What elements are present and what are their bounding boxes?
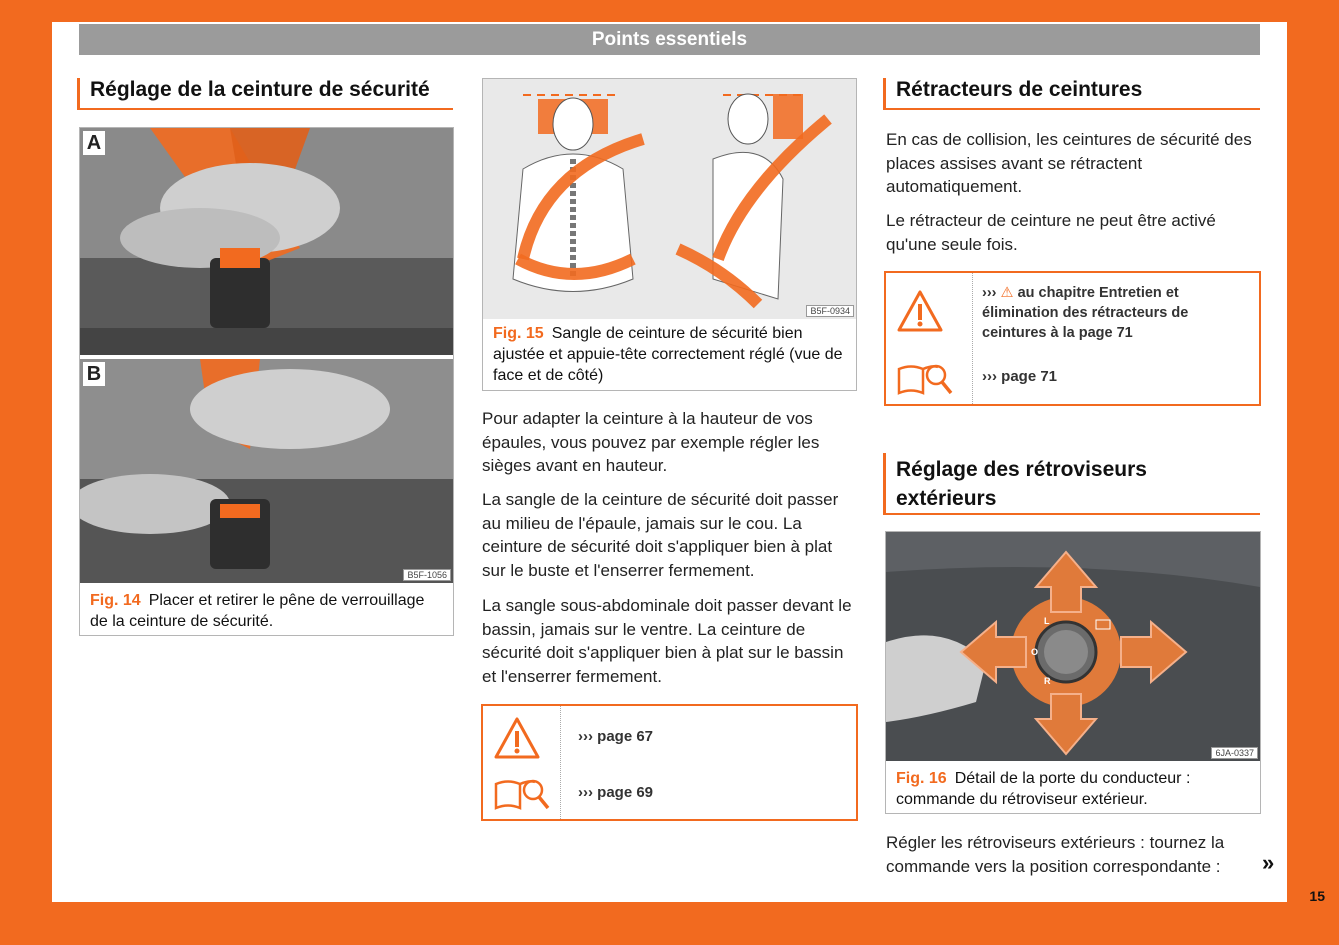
caption-text: Placer et retirer le pêne de verrouillage de la ceinture de sécurité.	[90, 592, 425, 630]
figure-14-caption	[90, 590, 446, 632]
ref-arrows: ›››	[982, 285, 997, 301]
paragraph-lap-strap: La sangle sous-abdominale doit passer devant le bassin, jamais sur le ventre. La ceinture de sécurité doit s'appliquer bien à plat sur le bassin et l'enserrer fermement.	[482, 596, 852, 686]
heading-mirrors	[883, 453, 1260, 515]
book-search-icon	[493, 776, 551, 812]
paragraph-height-adjust: Pour adapter la ceinture à la hauteur de vos épaules, vous pouvez par exemple régler les sièges avant en hauteur.	[482, 409, 820, 475]
heading-retractors	[883, 78, 1260, 110]
caption-text: Sangle de ceinture de sécurité bien ajustée et appuie-tête correctement réglé (vue de face et de côté)	[493, 325, 843, 384]
small-warning-icon: ⚠	[1000, 285, 1014, 301]
page-number: 15	[1309, 888, 1325, 904]
reference-box-col2	[481, 704, 858, 821]
reference-box-col3	[884, 271, 1261, 406]
reference-divider	[560, 706, 561, 819]
continue-arrow-icon: »	[1262, 850, 1275, 875]
warning-chapter-ref[interactable]	[982, 283, 1254, 343]
ref-text: au chapitre Entretien et élimination des rétracteurs de ceintures à la page 71	[982, 285, 1189, 341]
figure-14	[79, 127, 454, 636]
knob-label-o: O	[1031, 647, 1039, 657]
posture-illustration	[483, 79, 856, 319]
caption-text: Détail de la porte du conducteur : commande du rétroviseur extérieur.	[896, 770, 1191, 808]
paragraph-single-activation: Le rétracteur de ceinture ne peut être activé qu'une seule fois.	[886, 211, 1216, 254]
panel-a-label: A	[83, 131, 105, 155]
warning-page-ref[interactable]: ››› page 67	[578, 728, 654, 745]
belt-buckle-photo-a	[80, 128, 453, 355]
warning-icon	[493, 716, 541, 760]
book-search-icon	[896, 361, 954, 397]
figure-15-caption	[493, 323, 849, 386]
figure-code: 6JA-0337	[1211, 747, 1258, 759]
paragraph-collision: En cas de collision, les ceintures de sécurité des places assises avant se rétractent automatiquement.	[886, 130, 1252, 196]
panel-b-label: B	[83, 362, 105, 386]
figure-16	[885, 531, 1261, 814]
belt-buckle-photo-b	[80, 359, 453, 583]
knob-label-l: L	[1044, 616, 1050, 626]
figure-label: Fig. 15	[493, 325, 544, 342]
paragraph-shoulder-strap: La sangle de la ceinture de sécurité doit passer au milieu de l'épaule, jamais sur le cou. La ceinture de sécurité doit s'appliquer bien à plat sur le buste et l'enserrer fermement.	[482, 490, 839, 580]
mirror-control-photo	[886, 532, 1260, 761]
figure-code: B5F-0934	[806, 305, 854, 317]
heading-belt-adjustment	[77, 78, 453, 110]
book-page-ref[interactable]: ››› page 69	[578, 784, 654, 801]
reference-divider	[972, 273, 973, 404]
figure-15	[482, 78, 857, 391]
knob-label-r: R	[1044, 676, 1051, 686]
heading-text: Réglage de la ceinture de sécurité	[90, 78, 430, 101]
figure-16-caption	[896, 768, 1252, 810]
paragraph-mirror-adjust: Régler les rétroviseurs extérieurs : tournez la commande vers la position correspondante :	[886, 833, 1225, 876]
figure-label: Fig. 16	[896, 770, 947, 787]
heading-text: Rétracteurs de ceintures	[896, 78, 1143, 101]
heading-text: Réglage des rétroviseurs extérieurs	[896, 458, 1147, 510]
book-page-ref[interactable]: ››› page 71	[982, 368, 1058, 385]
section-header: Points essentiels	[79, 24, 1260, 55]
figure-label: Fig. 14	[90, 592, 141, 609]
warning-icon	[896, 289, 944, 333]
figure-code: B5F-1056	[403, 569, 451, 581]
